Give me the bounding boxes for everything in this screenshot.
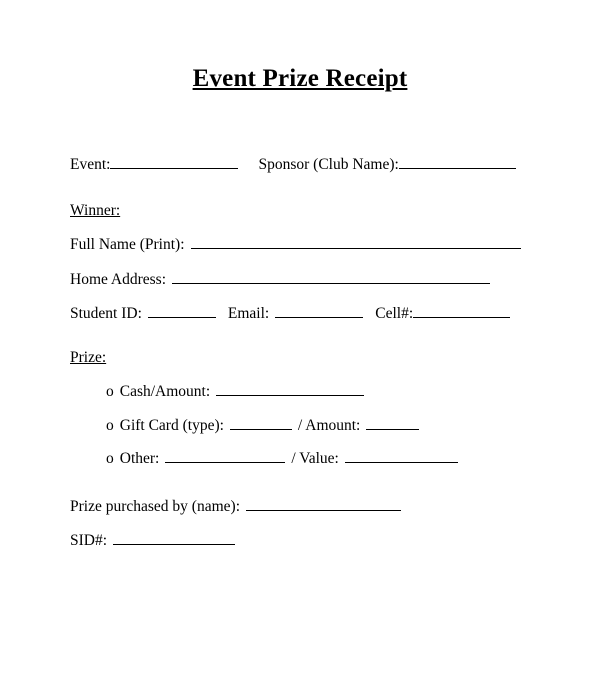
page-title: Event Prize Receipt: [192, 65, 408, 92]
bullet-circle-icon: o: [106, 450, 114, 467]
winner-heading-text: Winner:: [70, 201, 121, 219]
bullet-circle-icon: o: [106, 416, 114, 434]
sid-row: [70, 531, 530, 549]
cash-amount-label: Cash/Amount:: [119, 383, 211, 400]
prize-section-heading: [70, 350, 530, 366]
cash-amount-input[interactable]: [216, 382, 364, 396]
gift-card-type-input[interactable]: [230, 416, 292, 430]
event-input[interactable]: [110, 155, 238, 169]
event-label: Event:: [70, 156, 111, 173]
other-type-input[interactable]: [165, 449, 285, 463]
email-input[interactable]: [275, 304, 363, 318]
cell-label: Cell#:: [375, 305, 414, 322]
other-label: Other:: [119, 450, 160, 467]
student-id-input[interactable]: [148, 304, 216, 318]
purchased-by-row: [70, 497, 530, 515]
gift-card-amount-input[interactable]: [366, 416, 419, 430]
form-body: [0, 155, 600, 549]
other-option-row[interactable]: [70, 449, 530, 467]
purchased-by-label: Prize purchased by (name):: [70, 497, 241, 515]
sponsor-input[interactable]: [399, 155, 516, 169]
full-name-input[interactable]: [191, 235, 521, 249]
student-id-row: [70, 304, 530, 322]
other-value-label: / Value:: [291, 450, 339, 467]
home-address-input[interactable]: [172, 270, 490, 284]
winner-section-heading: [70, 203, 530, 219]
sponsor-label: Sponsor (Club Name):: [258, 156, 399, 173]
home-address-row: [70, 270, 530, 288]
sid-label: SID#:: [70, 532, 108, 549]
email-label: Email:: [227, 305, 270, 322]
other-value-input[interactable]: [345, 449, 458, 463]
prize-heading-text: Prize:: [70, 348, 107, 366]
gift-card-option-row[interactable]: [70, 416, 530, 434]
cash-option-row[interactable]: [70, 382, 530, 400]
student-id-label: Student ID:: [70, 305, 142, 322]
gift-card-label: Gift Card (type):: [119, 416, 224, 434]
home-address-label: Home Address:: [70, 270, 167, 288]
cell-input[interactable]: [413, 304, 510, 318]
gift-card-amount-label: / Amount:: [297, 416, 361, 434]
purchased-by-input[interactable]: [246, 497, 401, 511]
full-name-row: [70, 235, 530, 253]
sid-input[interactable]: [113, 531, 235, 545]
full-name-label: Full Name (Print):: [70, 236, 185, 253]
bullet-circle-icon: o: [106, 383, 114, 400]
event-row: [70, 155, 530, 173]
